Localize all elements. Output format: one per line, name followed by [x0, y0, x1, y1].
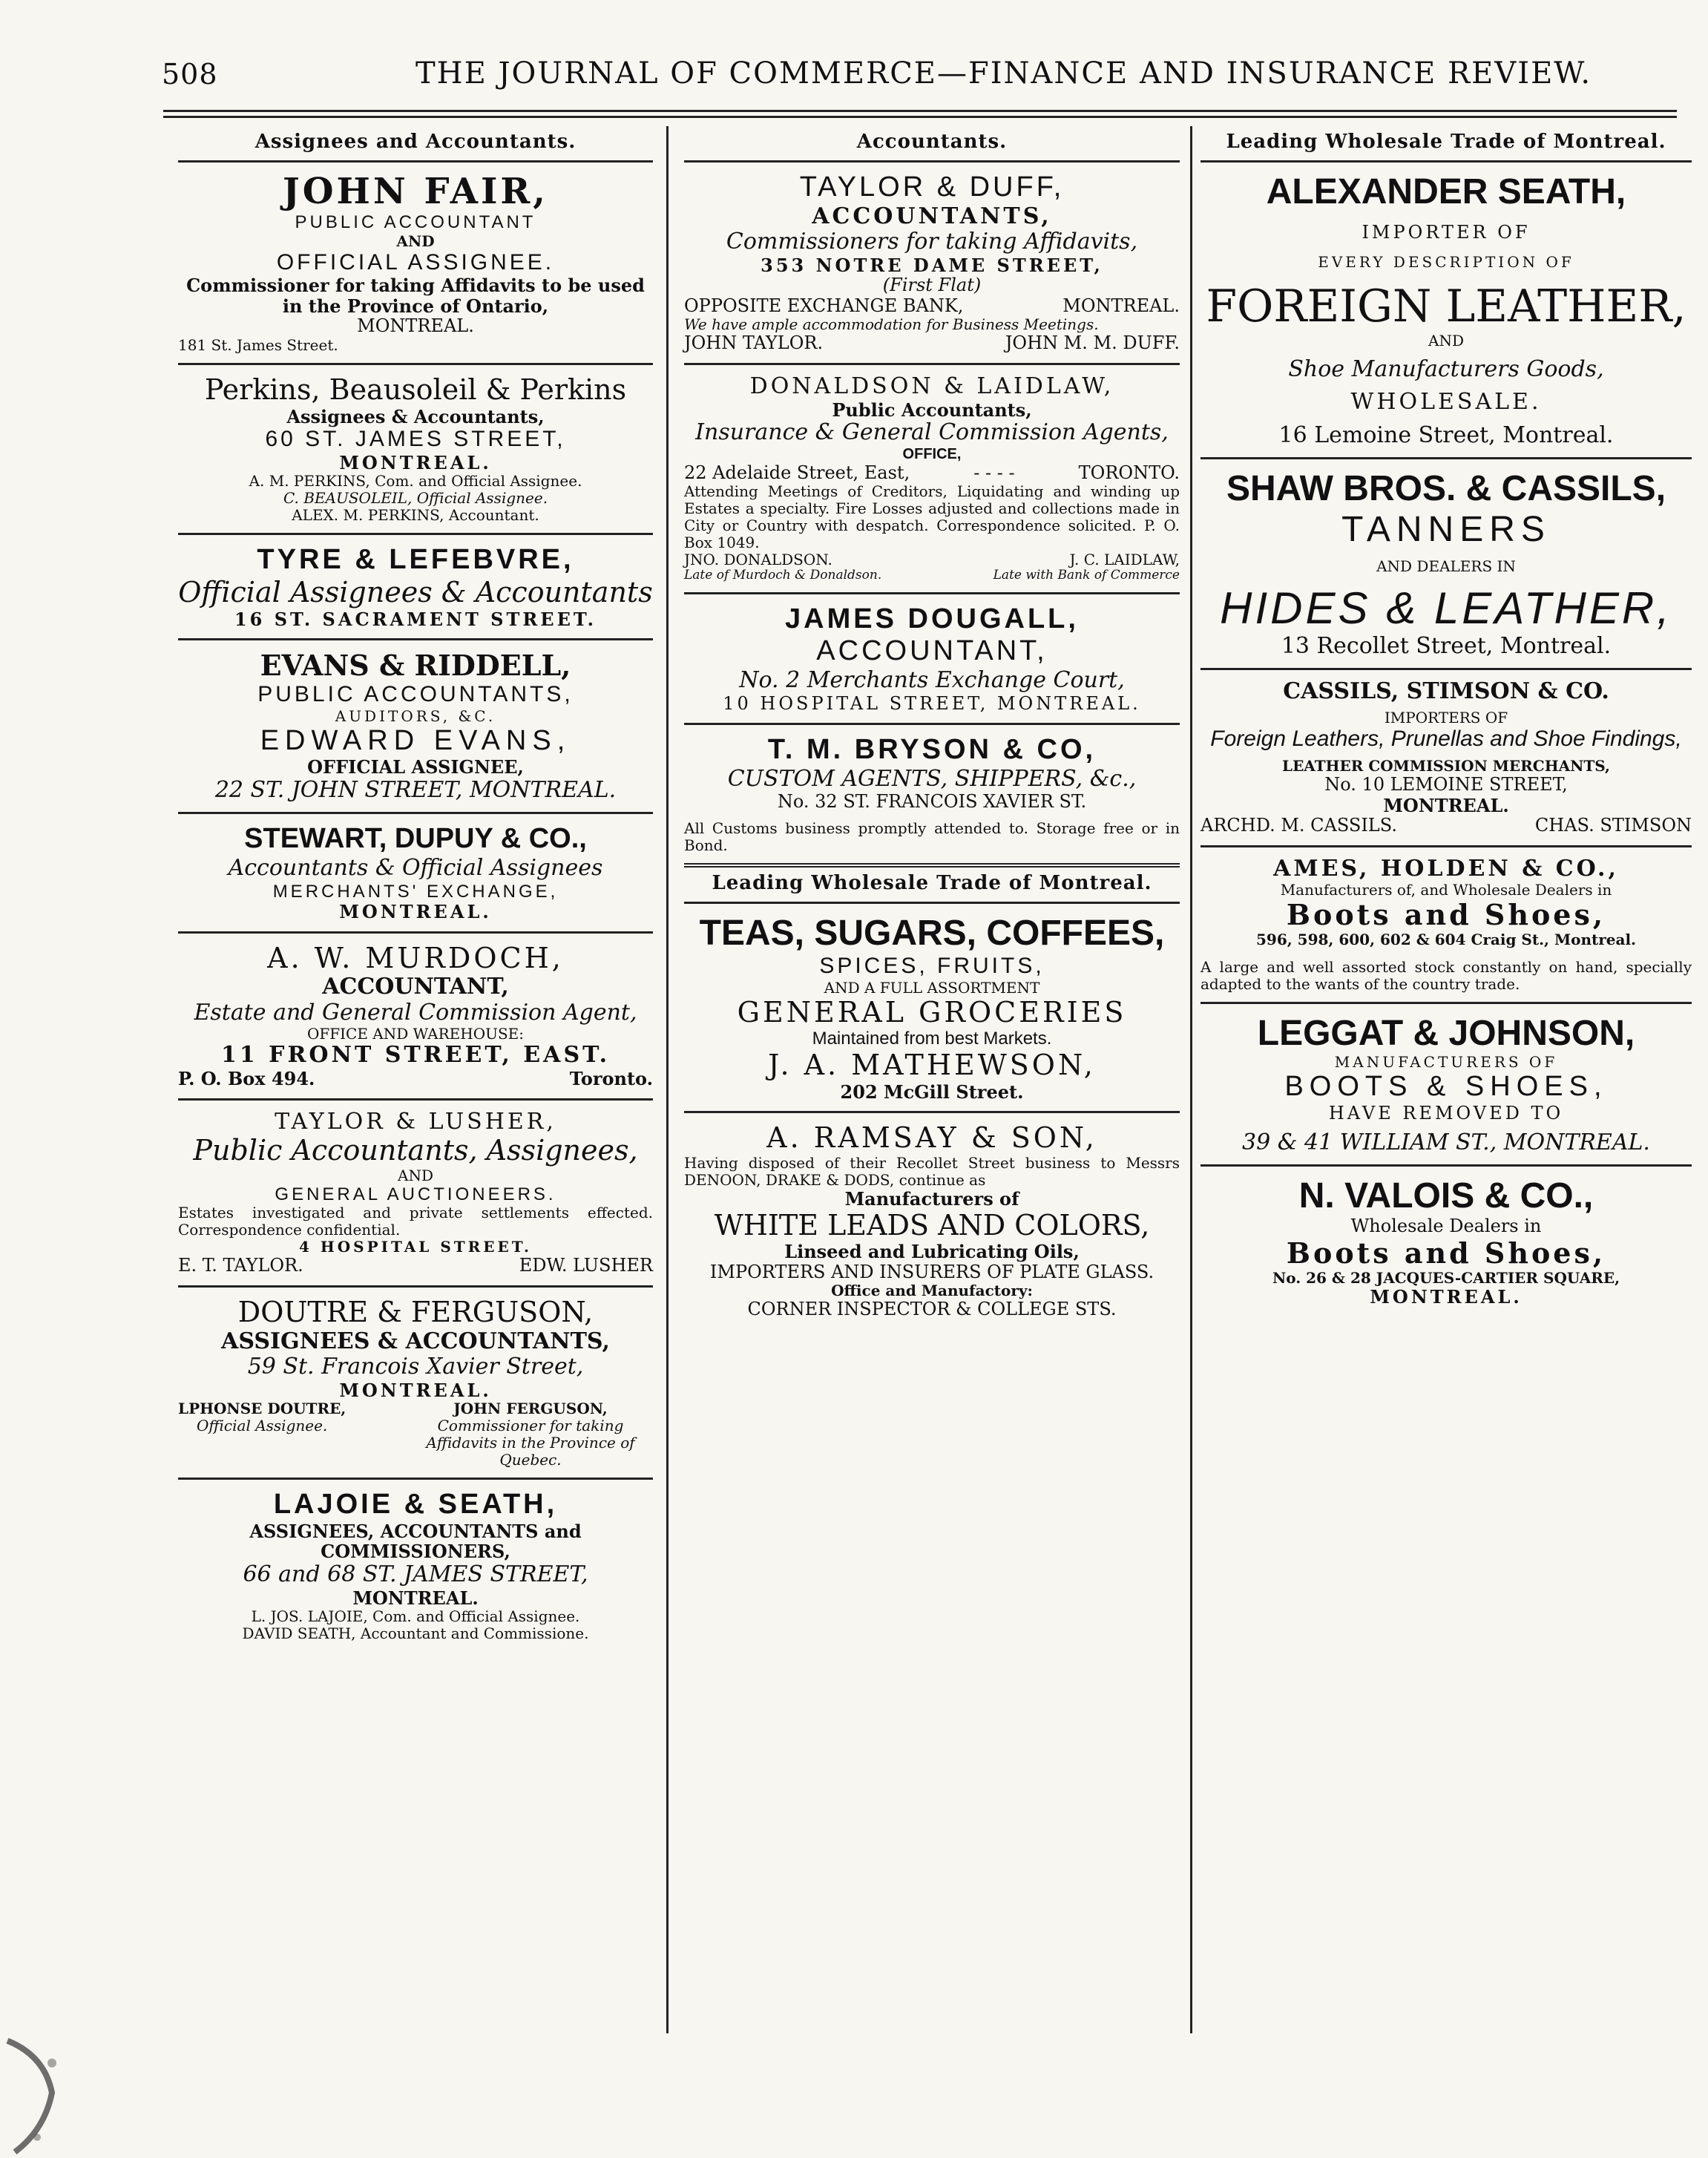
ad-line: IMPORTERS OF: [1384, 708, 1508, 727]
ad-line: 66 and 68 ST. JAMES STREET,: [243, 1561, 588, 1588]
ad-line: DAVID SEATH, Accountant and Commissione.: [242, 1624, 589, 1643]
ad-line: No. 2 Merchants Exchange Court,: [739, 667, 1125, 694]
ad-line: 202 McGill Street.: [840, 1080, 1024, 1103]
ad-lajoie-seath: [178, 1480, 653, 1651]
ad-james-dougall: [684, 594, 1180, 725]
advertiser-name: EVANS & RIDDELL,: [260, 649, 571, 683]
partner-name: LPHONSE DOUTRE,: [178, 1400, 346, 1418]
ad-line: Maintained from best Markets.: [812, 1029, 1052, 1049]
ad-mathewson: [684, 904, 1180, 1113]
ad-john-fair: [178, 163, 653, 365]
partner-name: E. T. TAYLOR.: [178, 1255, 303, 1276]
ad-line: No. 26 & 28 JACQUES-CARTIER SQUARE,: [1272, 1268, 1620, 1287]
ad-line: PUBLIC ACCOUNTANT: [295, 212, 536, 233]
ad-line: ACCOUNTANTS,: [812, 203, 1052, 229]
ad-line: MERCHANTS' EXCHANGE,: [272, 881, 559, 902]
ad-line: ACCOUNTANT,: [816, 635, 1048, 667]
section-heading: Accountants.: [684, 126, 1180, 163]
ad-line: (First Flat): [882, 275, 982, 296]
ad-line: EVERY DESCRIPTION OF: [1318, 252, 1574, 271]
advertiser-name: Perkins, Beausoleil & Perkins: [204, 373, 627, 407]
ad-line: WHOLESALE.: [1350, 389, 1542, 416]
ad-line: HIDES & LEATHER,: [1220, 583, 1672, 633]
ad-line: Linseed and Lubricating Oils,: [784, 1241, 1080, 1263]
ad-tm-bryson: [684, 725, 1180, 868]
ad-line: Boots and Shoes,: [1286, 1236, 1606, 1270]
ad-line: MONTREAL.: [1062, 295, 1180, 316]
ad-line: 16 Lemoine Street, Montreal.: [1278, 422, 1614, 448]
ad-line: OFFICE AND WAREHOUSE:: [306, 1025, 525, 1043]
column-divider-1: [666, 126, 669, 2033]
column-2: [684, 126, 1180, 1329]
ad-line: AND: [1428, 331, 1464, 350]
ad-line: Attending Meetings of Creditors, Liquidating and winding up Estates a specialty. Fire Losses adjusted and collections made in City or Country with despatch. Correspondence solicited. P. O. Box 1049.: [684, 482, 1180, 552]
ad-line: Assignees & Accountants,: [286, 405, 545, 427]
ad-perkins: [178, 365, 653, 535]
partner-title: Commissioner for taking Affidavits in the Province of Quebec.: [426, 1417, 635, 1469]
advertiser-name: T. M. BRYSON & CO,: [767, 734, 1097, 766]
ad-line: No. 32 ST. FRANCOIS XAVIER ST.: [777, 791, 1087, 813]
ad-line: GENERAL AUCTIONEERS.: [275, 1184, 556, 1204]
ad-stewart-dupuy: [178, 814, 653, 933]
dashes: - - - -: [973, 462, 1015, 483]
column-3: [1200, 126, 1692, 1316]
partner-name: J. C. LAIDLAW,: [1069, 551, 1180, 569]
ad-line: Office and Manufactory:: [831, 1282, 1033, 1300]
ad-line: 596, 598, 600, 602 & 604 Craig St., Montreal.: [1255, 931, 1637, 949]
ad-line: CORNER INSPECTOR & COLLEGE STS.: [747, 1299, 1117, 1320]
advertiser-name: STEWART, DUPUY & CO.,: [244, 823, 587, 855]
ad-line: WHITE LEADS AND COLORS,: [714, 1208, 1150, 1242]
partner-name: ARCHD. M. CASSILS.: [1200, 815, 1397, 836]
ad-ames-holden: [1200, 847, 1692, 1004]
page-header: [0, 53, 1708, 98]
ad-ramsay: [684, 1113, 1180, 1329]
ad-line: A. M. PERKINS, Com. and Official Assignee.: [249, 472, 582, 491]
ad-evans-riddell: [178, 640, 653, 814]
ad-address: 181 St. James Street.: [178, 336, 338, 355]
ad-line: AND DEALERS IN: [1376, 557, 1516, 575]
ad-line: MONTREAL.: [352, 1587, 479, 1609]
ad-line: CUSTOM AGENTS, SHIPPERS, &c.,: [727, 765, 1137, 792]
ad-line: MONTREAL.: [1383, 794, 1509, 816]
partner-name: EDW. LUSHER: [519, 1255, 653, 1276]
journal-title: THE JOURNAL OF COMMERCE—FINANCE AND INSURANCE REVIEW.: [415, 56, 1592, 91]
ad-line: Foreign Leathers, Prunellas and Shoe Findings,: [1210, 726, 1682, 751]
advertiser-name: SHAW BROS. & CASSILS,: [1226, 469, 1666, 509]
ad-line: GENERAL GROCERIES: [737, 995, 1127, 1029]
ad-line: Commissioners for taking Affidavits,: [726, 229, 1138, 255]
ad-line: MONTREAL.: [1370, 1285, 1523, 1308]
ad-line: 4 HOSPITAL STREET.: [298, 1238, 533, 1256]
ad-line: Estate and General Commission Agent,: [194, 999, 637, 1026]
ad-line: C. BEAUSOLEIL, Official Assignee.: [283, 489, 548, 508]
advertiser-name: TEAS, SUGARS, COFFEES,: [699, 914, 1165, 954]
ad-murdoch: [178, 934, 653, 1101]
ad-line: AND: [398, 1166, 433, 1184]
advertiser-name: A. RAMSAY & SON,: [766, 1121, 1097, 1155]
ad-line: Wholesale Dealers in: [1350, 1216, 1542, 1237]
scan-smudge: [0, 2033, 82, 2158]
ad-line: ASSIGNEES & ACCOUNTANTS,: [221, 1328, 610, 1354]
ad-line: AUDITORS, &C.: [335, 706, 496, 725]
ad-doutre-ferguson: [178, 1288, 653, 1480]
ad-line: 353 NOTRE DAME STREET,: [761, 254, 1103, 276]
ad-line: SPICES, FRUITS,: [819, 954, 1045, 979]
section-heading: Leading Wholesale Trade of Montreal.: [684, 868, 1180, 904]
ad-line: TANNERS: [1341, 510, 1551, 550]
ad-alexander-seath: [1200, 163, 1692, 459]
ad-line: All Customs business promptly attended to. Storage free or in Bond.: [684, 819, 1180, 855]
ad-line: Accountants & Official Assignees: [228, 855, 603, 882]
partner-name: CHAS. STIMSON: [1534, 815, 1692, 836]
ad-line: OPPOSITE EXCHANGE BANK,: [684, 295, 964, 316]
ad-line: Public Accountants, Assignees,: [193, 1134, 638, 1167]
section-heading: Leading Wholesale Trade of Montreal.: [1200, 126, 1692, 163]
ad-line: Commissioner for taking Affidavits to be used: [186, 275, 645, 297]
ad-line: MONTREAL.: [357, 315, 474, 337]
ad-line: Official Assignees & Accountants: [178, 576, 653, 609]
ad-line: LEATHER COMMISSION MERCHANTS,: [1282, 757, 1610, 775]
advertiser-name: DONALDSON & LAIDLAW,: [749, 373, 1114, 400]
ad-cassils-stimson: [1200, 670, 1692, 847]
advertiser-name: N. VALOIS & CO.,: [1298, 1176, 1594, 1216]
ad-line: MONTREAL.: [339, 451, 492, 473]
ad-line: IMPORTERS AND INSURERS OF PLATE GLASS.: [709, 1261, 1154, 1282]
advertiser-name: JOHN FAIR,: [282, 171, 549, 212]
ad-line: in the Province of Ontario,: [282, 295, 549, 317]
ad-line: Estates investigated and private settlements effected. Correspondence confidential.: [178, 1204, 653, 1239]
ad-line: 22 ST. JOHN STREET, MONTREAL.: [214, 776, 617, 803]
ad-donaldson-laidlaw: [684, 365, 1180, 594]
ad-line: 10 HOSPITAL STREET, MONTREAL.: [723, 692, 1141, 714]
partner-name: JOHN FERGUSON,: [453, 1400, 608, 1418]
ad-line: MONTREAL.: [339, 1379, 492, 1401]
partner-note: Late of Murdoch & Donaldson.: [684, 568, 882, 583]
ad-line: FOREIGN LEATHER,: [1206, 280, 1686, 332]
partner-name: JNO. DONALDSON.: [684, 551, 832, 569]
ad-line: J. A. MATHEWSON,: [768, 1049, 1096, 1082]
ad-line: 39 & 41 WILLIAM ST., MONTREAL.: [1242, 1129, 1650, 1155]
ad-line: 59 St. Francois Xavier Street,: [247, 1354, 584, 1380]
partner-title: Official Assignee.: [196, 1417, 328, 1435]
ad-line: Public Accountants,: [832, 399, 1032, 421]
ad-line: EDWARD EVANS,: [260, 724, 571, 756]
ad-tyre-lefebvre: [178, 535, 653, 640]
partner-note: Late with Bank of Commerce: [993, 568, 1180, 583]
advertiser-name: A. W. MURDOCH,: [267, 941, 564, 974]
ad-line: COMMISSIONERS,: [321, 1541, 510, 1563]
ad-line: Manufacturers of, and Wholesale Dealers in: [1280, 881, 1612, 899]
ad-line: PUBLIC ACCOUNTANTS,: [257, 682, 574, 707]
ad-line: MONTREAL.: [339, 901, 492, 923]
advertiser-name: TYRE & LEFEBVRE,: [257, 544, 574, 576]
ad-line: ASSIGNEES, ACCOUNTANTS and: [249, 1520, 582, 1542]
ad-line: We have ample accommodation for Business Meetings.: [684, 315, 1099, 334]
advertiser-name: LEGGAT & JOHNSON,: [1257, 1014, 1635, 1054]
ad-line: ACCOUNTANT,: [322, 974, 509, 1000]
ad-line: OFFICIAL ASSIGNEE.: [276, 249, 555, 275]
advertiser-name: JAMES DOUGALL,: [785, 603, 1079, 634]
header-rule-2: [163, 116, 1677, 118]
partner-name: JOHN TAYLOR.: [684, 332, 824, 354]
ad-line: AND: [396, 232, 435, 250]
header-rule: [163, 110, 1677, 112]
city: TORONTO.: [1078, 462, 1180, 483]
ad-line: IMPORTER OF: [1362, 222, 1531, 243]
ad-line: HAVE REMOVED TO: [1328, 1103, 1564, 1124]
ad-leggat-johnson: [1200, 1004, 1692, 1167]
ad-line: 16 ST. SACRAMENT STREET.: [234, 608, 597, 630]
ad-shaw-bros: [1200, 459, 1692, 670]
ad-line: BOOTS & SHOES,: [1284, 1071, 1608, 1103]
advertiser-name: TAYLOR & DUFF,: [799, 171, 1065, 203]
ad-line: AND A FULL ASSORTMENT: [824, 978, 1040, 997]
ad-line: Shoe Manufacturers Goods,: [1288, 355, 1604, 382]
advertiser-name: CASSILS, STIMSON & CO.: [1283, 678, 1609, 705]
ad-line: Insurance & General Commission Agents,: [695, 419, 1169, 446]
ad-line: 11 FRONT STREET, EAST.: [220, 1042, 611, 1069]
ad-taylor-duff: [684, 163, 1180, 365]
section-heading: Assignees and Accountants.: [178, 126, 653, 163]
advertiser-name: ALEXANDER SEATH,: [1266, 172, 1626, 211]
address: 22 Adelaide Street, East,: [684, 462, 910, 483]
ad-line: ALEX. M. PERKINS, Accountant.: [292, 506, 539, 525]
ad-line: Having disposed of their Recollet Street business to Messrs DENOON, DRAKE & DODS, continue as: [684, 1153, 1180, 1189]
ad-line: MANUFACTURERS OF: [1334, 1053, 1558, 1072]
page-number: 508: [162, 58, 218, 91]
city: Toronto.: [569, 1067, 653, 1089]
po-box: P. O. Box 494.: [178, 1067, 315, 1089]
ad-valois: [1200, 1167, 1692, 1316]
ad-line: Manufacturers of: [844, 1187, 1019, 1210]
advertiser-name: LAJOIE & SEATH,: [273, 1489, 558, 1521]
advertiser-name: AMES, HOLDEN & CO.,: [1273, 855, 1619, 882]
ad-line: OFFICIAL ASSIGNEE,: [307, 756, 524, 778]
ad-line: Boots and Shoes,: [1286, 898, 1606, 932]
ad-line: OFFICE,: [902, 445, 962, 462]
column-1: [178, 126, 653, 1651]
ad-line: 60 ST. JAMES STREET,: [265, 427, 566, 452]
ad-line: A large and well assorted stock constantly on hand, specially adapted to the wants of the country trade.: [1200, 958, 1692, 994]
ad-line: L. JOS. LAJOIE, Com. and Official Assignee.: [251, 1607, 580, 1626]
partner-name: JOHN M. M. DUFF.: [1005, 332, 1180, 354]
ad-taylor-lusher: [178, 1101, 653, 1288]
advertiser-name: DOUTRE & FERGUSON,: [237, 1295, 594, 1328]
ad-line: No. 10 LEMOINE STREET,: [1324, 774, 1568, 796]
ad-line: 13 Recollet Street, Montreal.: [1281, 632, 1612, 659]
advertiser-name: TAYLOR & LUSHER,: [275, 1108, 556, 1135]
column-divider-2: [1190, 126, 1192, 2033]
